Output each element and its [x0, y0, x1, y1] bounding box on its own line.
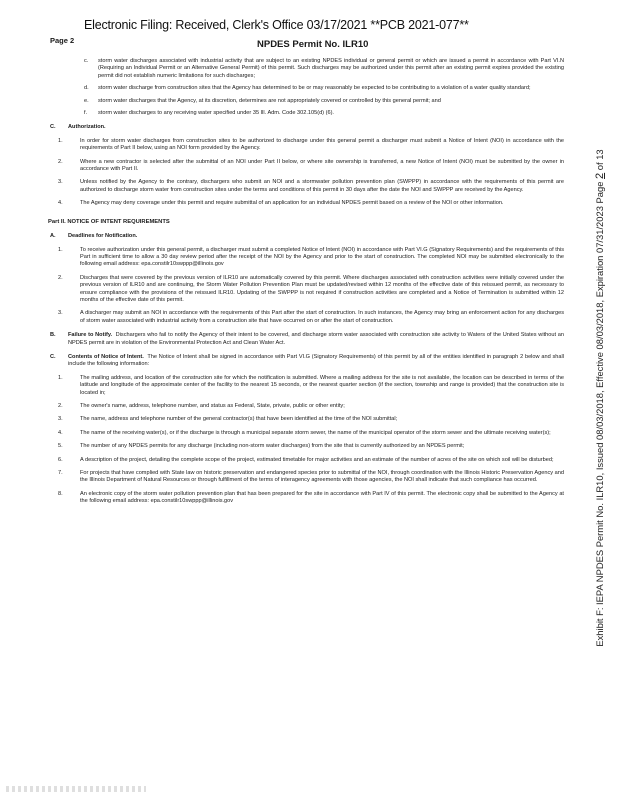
exhibit-stamp-text: Exhibit F: IEPA NPDES Permit No. ILR10, Issued 08/03/2018, Effective 08/03/2018, Expiration 07/31/2023	[594, 206, 605, 647]
list-item-label: e.	[84, 97, 89, 104]
section-title: Deadlines for Notification.	[68, 233, 138, 240]
list-item	[46, 138, 564, 153]
list-item-label: f.	[84, 110, 88, 117]
list-item	[46, 159, 564, 174]
list-item	[46, 416, 564, 423]
list-item	[46, 179, 564, 194]
list-item-text: The mailing address, and location of the construction site for which the notification is submitted. Where a mailing address for the site is not available, the location can be described in terms of the latitude and longitude of the approximate center of the facility to the nearest 15 seconds, or the nearest quarter section (if the section, township and range is provided) that the construction site is located in;	[80, 374, 564, 396]
list-item	[46, 457, 564, 464]
list-item	[46, 247, 564, 269]
list-item-text: storm water discharges that the Agency, at its discretion, determines are not appropriately covered or controlled by this general permit; and	[98, 97, 441, 104]
section-title: Authorization.	[68, 124, 106, 131]
exhibit-page-number: 2	[594, 172, 606, 179]
list-item-text: A description of the project, detailing the complete scope of the project, estimated timetable for major activities and an estimate of the number of acres of the site on which soil will be disturbed;	[80, 456, 554, 463]
list-item-label: 1.	[58, 246, 63, 253]
list-item-label: 4.	[58, 429, 63, 436]
list-item	[46, 491, 564, 506]
list-item	[46, 85, 564, 92]
list-item-label: 1.	[58, 137, 63, 144]
list-item	[46, 58, 564, 80]
list-item-text: The Agency may deny coverage under this permit and require submittal of an application for an individual NPDES permit based on a review of the NOI or other information.	[80, 200, 504, 207]
list-item-text: The name, address and telephone number of the general contractor(s) that have been identified at the time of the NOI submittal;	[80, 416, 398, 423]
list-item-text: An electronic copy of the storm water pollution prevention plan that has been prepared for the site in accordance with Part IV of this permit. The electronic copy shall be submitted to the Agency at the following email address: epa.constilr10swppp@illinois.gov	[80, 490, 564, 505]
list-item-label: 3.	[58, 310, 63, 317]
list-item-text: Discharges that were covered by the previous version of ILR10 are automatically covered by this permit. Where discharges associated with construction activities were initially covered under the previous version of ILR10 and are continuing, the Storm Water Pollution Prevention Plan must be updated/revised within 12 months of the effective date of this reissued permit, as necessary to ensure compliance with the provisions of the reissued ILR10. Updating of the SWPPP is not required if construction activities are completed and a Notice of Termination is submitted within 12 months of the effective date of this permit.	[80, 274, 564, 303]
section-label: B.	[50, 332, 56, 339]
exhibit-side-stamp	[594, 149, 606, 646]
part-heading: Part II. NOTICE OF INTENT REQUIREMENTS	[48, 218, 170, 225]
list-item-label: 1.	[58, 374, 63, 381]
list-item	[46, 470, 564, 485]
list-item-label: 3.	[58, 416, 63, 423]
list-item	[46, 110, 564, 117]
list-item-text: In order for storm water discharges from construction sites to be authorized to discharge under this general permit a discharger must submit a Notice of Intent (NOI) in accordance with the requirements of Part II below, using an NOI form provided by the Agency.	[80, 137, 564, 152]
list-item-text: storm water discharges associated with industrial activity that are subject to an existing NPDES individual or general permit or which are issued a permit in accordance with Part VI.N (Requiring an Individual Permit or an Alternative General Permit) of this permit. Such discharges may be authorized under this permit after an existing permit expires provided the existing permit did not establish numeric limitations for such discharges;	[98, 58, 564, 79]
section-lead: Failure to Notify.	[68, 332, 113, 339]
list-item-text: For projects that have complied with State law on historic preservation and endangered species prior to submittal of the NOI, through coordination with the Illinois Historic Preservation Agency and the Illinois Department of Natural Resources or through fulfillment of the terms of interagency agreements with those agencies, the NOI shall indicate that such compliance has occurred.	[80, 470, 564, 484]
list-item-label: 5.	[58, 443, 63, 450]
section-body: Dischargers who fail to notify the Agency of their intent to be covered, and discharge storm water associated with construction site activity to Waters of the United States without an NPDES permit are in violation of the Environmental Protection Act and Clean Water Act.	[68, 332, 565, 346]
list-item-label: d.	[84, 85, 89, 92]
list-item-label: c.	[84, 58, 89, 64]
list-item-text: The number of any NPDES permits for any discharge (including non-storm water discharges) from the site that is currently authorized by an NPDES permit;	[80, 443, 465, 450]
section-body: The Notice of Intent shall be signed in accordance with Part VI.G (Signatory Requirements) of this permit by all of the entities identified in paragraph 2 below and shall include the following information:	[68, 353, 564, 368]
list-item-text: To receive authorization under this general permit, a discharger must submit a completed Notice of Intent (NOI) in accordance with Part VI.G (Signatory Requirements) and the requirements of this Part in sufficient time to allow a 30 day review period after the receipt of the NOI by the Agency and prior to the start of construction. The completed NOI may be submitted electronically to the following email address: epa.constilr10swppp@illinois.gov	[80, 246, 564, 268]
section-contents-of-noi	[46, 354, 564, 369]
page-number-label: Page 2	[50, 36, 75, 45]
list-item-label: 8.	[58, 490, 63, 497]
list-item	[46, 375, 564, 397]
permit-number-title: NPDES Permit No. ILR10	[257, 39, 369, 50]
list-item-label: 7.	[58, 470, 63, 477]
section-label: C.	[50, 353, 56, 360]
list-item	[46, 200, 564, 207]
list-item-text: A discharger may submit an NOI in accordance with the requirements of this Part after the start of construction. In such instances, the Agency may bring an enforcement action for any discharges of storm water associated with industrial activity from a construction site that have occurred on or after the start of construction.	[80, 310, 564, 324]
scan-artifact	[6, 786, 146, 792]
list-item-text: storm water discharge from construction sites that the Agency has determined to be or may reasonably be expected to be contributing to a violation of a water quality standard;	[98, 85, 531, 92]
list-item	[46, 310, 564, 325]
list-item	[46, 443, 564, 450]
list-item-label: 4.	[58, 200, 63, 207]
list-item-label: 6.	[58, 456, 63, 463]
list-item	[46, 403, 564, 410]
section-text	[68, 332, 564, 347]
list-item-label: 2.	[58, 274, 63, 281]
list-item-text: Where a new contractor is selected after the submittal of an NOI under Part II below, or where site ownership is transferred, a new Notice of Intent (NOI) must be submitted by the owner in accordance with Part II.	[80, 158, 564, 173]
section-label: A.	[50, 233, 56, 240]
filing-stamp-header: Electronic Filing: Received, Clerk's Office 03/17/2021 **PCB 2021-077**	[84, 18, 469, 32]
list-item-text: The name of the receiving water(s), or if the discharge is through a municipal separate storm sewer, the name of the municipal operator of the storm sewer and the ultimate receiving water(s);	[80, 429, 551, 436]
exhibit-page-suffix: of 13	[594, 149, 605, 171]
document-body	[46, 58, 564, 506]
section-text	[68, 354, 564, 369]
list-item-text: Unless notified by the Agency to the contrary, dischargers who submit an NOI and a stormwater pollution prevention plan (SWPPP) in accordance with the requirements of this permit are authorized to discharge storm water from construction sites under the terms and conditions of this permit in 30 days after the date the NOI and SWPPP are received by the Agency.	[80, 179, 564, 193]
exhibit-page-prefix: Page	[594, 181, 605, 204]
list-item-label: 2.	[58, 403, 63, 409]
section-lead: Contents of Notice of Intent.	[68, 353, 144, 360]
list-item	[46, 98, 564, 105]
list-item-label: 2.	[58, 158, 63, 165]
section-label: C.	[50, 124, 56, 131]
list-item	[46, 275, 564, 305]
list-item	[46, 430, 564, 437]
section-heading-deadlines	[46, 233, 564, 240]
list-item-label: 3.	[58, 179, 63, 186]
section-failure-to-notify	[46, 332, 564, 347]
section-heading-authorization	[46, 124, 564, 131]
list-item-text: The owner's name, address, telephone number, and status as Federal, State, private, public or other entity;	[80, 403, 345, 409]
list-item-text: storm water discharges to any receiving water specified under 35 Ill. Adm. Code 302.105(d) (6).	[98, 110, 334, 117]
